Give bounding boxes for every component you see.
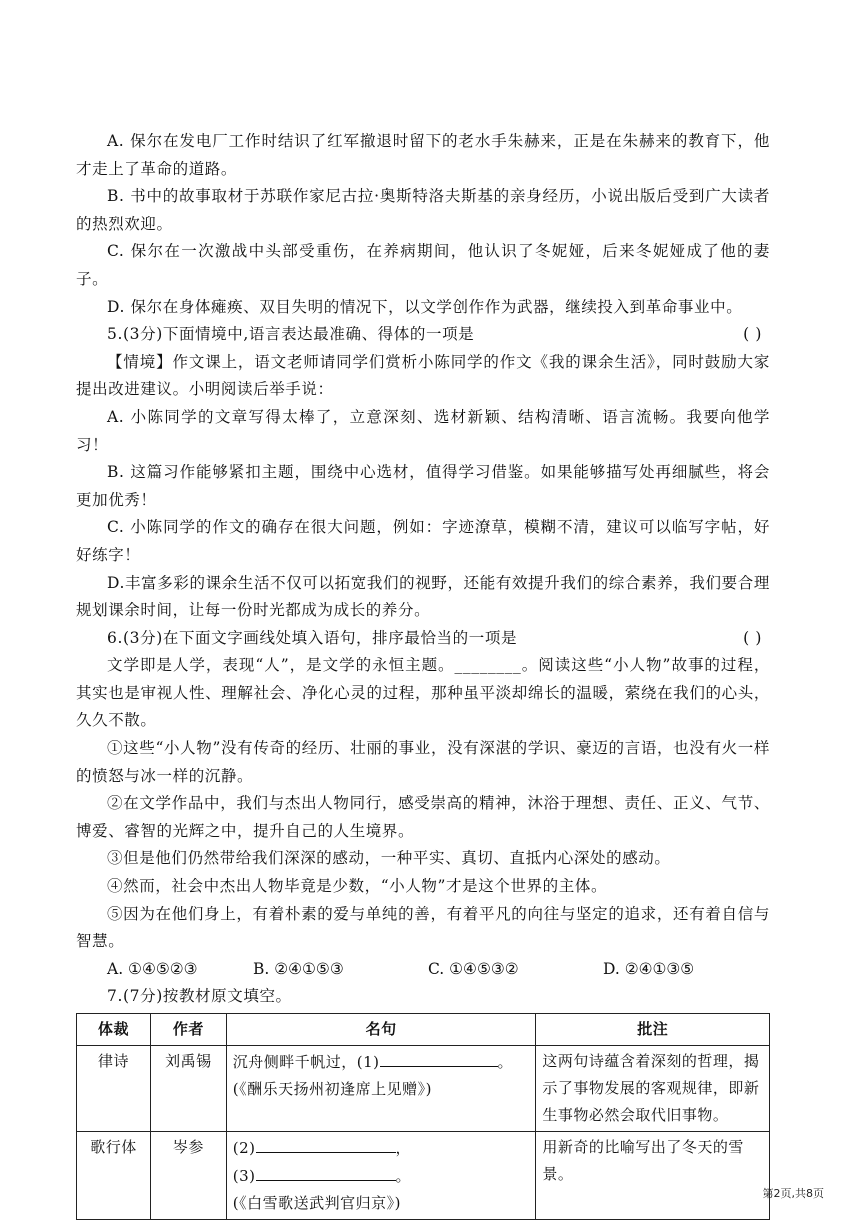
q6-options (76, 956, 770, 984)
q6-stem (76, 625, 770, 653)
q4-option-b: B. 书中的故事取材于苏联作家尼古拉·奥斯特洛夫斯基的亲身经历，小说出版后受到广大读者的热烈欢迎。 (76, 187, 770, 233)
q6-passage-before: 文学即是人学，表现“人”，是文学的永恒主题。 (107, 656, 455, 675)
q6-passage-blank: ________ (454, 656, 522, 675)
row2-genre: 歌行体 (77, 1132, 151, 1220)
table-header-row (77, 1014, 770, 1046)
q6-answer-paren: ( ) (743, 628, 762, 647)
q6-option-d: D. ②④①③⑤ (603, 959, 695, 978)
table-row (77, 1132, 770, 1220)
row2-line3-label: (3) (232, 1167, 256, 1185)
q5-situation: 【情境】作文课上，语文老师请同学们赏析小陈同学的作文《我的课余生活》，同时鼓励大家提出改进建议。小明阅读后举手说： (76, 352, 770, 399)
q6-sentence-1: ①这些“小人物”没有传奇的经历、壮丽的事业，没有深湛的学识、豪迈的言语，也没有火一样的愤怒与冰一样的沉静。 (76, 739, 770, 785)
q5-stem (76, 321, 770, 349)
row1-note: 这两句诗蕴含着深刻的哲理，揭示了事物发展的客观规律，即新生事物必然会取代旧事物。 (536, 1046, 770, 1132)
row1-quote (226, 1046, 536, 1132)
q6-sentence-3: ③但是他们仍然带给我们深深的感动，一种平实、真切、直抵内心深处的感动。 (107, 849, 671, 868)
q5-answer-paren: ( ) (743, 325, 762, 344)
q5-option-d: D.丰富多彩的课余生活不仅可以拓宽我们的视野，还能有效提升我们的综合素养，我们要合理规划课余时间，让每一份时光都成为成长的养分。 (76, 573, 770, 620)
q6-option-a: A. ①④⑤②③ (107, 959, 198, 978)
q4-option-c: C. 保尔在一次激战中头部受重伤，在养病期间，他认识了冬妮娅，后来冬妮娅成了他的妻子。 (76, 242, 770, 288)
q4-option-d: D. 保尔在身体瘫痪、双目失明的情况下，以文学创作作为武器，继续投入到革命事业中。 (107, 297, 743, 316)
row2-quote (226, 1132, 536, 1220)
q5-option-a: A. 小陈同学的文章写得太棒了，立意深刻、选材新颖、结构清晰、语言流畅。我要向他学习！ (76, 407, 770, 454)
row1-line1-text: 沉舟侧畔千帆过，(1) (232, 1053, 380, 1071)
row2-source: (《白雪歌送武判官归京》) (232, 1194, 401, 1212)
q6-passage-after: 。阅读这些“小人物”故事的过程，其实也是审视人性、理解社会、净化心灵的过程，那种虽平淡却绵长的温暖，萦绕在我们的心头，久久不散。 (76, 656, 770, 730)
q6-sentence-4: ④然而，社会中杰出人物毕竟是少数，“小人物”才是这个世界的主体。 (107, 877, 608, 896)
table-row (77, 1046, 770, 1132)
q6-passage (76, 652, 770, 735)
q5-stem-text: 5.(3分)下面情境中,语言表达最准确、得体的一项是 (107, 325, 475, 344)
q4-option-a: A. 保尔在发电厂工作时结识了红军撤退时留下的老水手朱赫来，正是在朱赫来的教育下，他才走上了革命的道路。 (76, 132, 770, 178)
q5-option-c: C. 小陈同学的作文的确存在很大问题，例如：字迹潦草，模糊不清，建议可以临写字帖，好好练字！ (76, 518, 770, 564)
header-author: 作者 (150, 1014, 226, 1046)
row2-line2-end: ， (395, 1139, 412, 1157)
header-quote: 名句 (226, 1014, 536, 1046)
row2-line2-label: (2) (232, 1139, 256, 1157)
header-note: 批注 (536, 1014, 770, 1046)
q6-option-b: B. ②④①⑤③ (253, 959, 344, 978)
blank-3-input[interactable] (256, 1162, 396, 1181)
header-genre: 体裁 (77, 1014, 151, 1046)
blank-2-input[interactable] (256, 1134, 396, 1153)
row1-source: (《酬乐天扬州初逢席上见赠》) (232, 1080, 432, 1098)
q6-sentence-5: ⑤因为在他们身上，有着朴素的爱与单纯的善，有着平凡的向往与坚定的追求，还有着自信与智慧。 (76, 904, 770, 951)
exam-page (76, 128, 770, 1220)
q6-option-c: C. ①④⑤③② (428, 959, 519, 978)
row1-author: 刘禹锡 (150, 1046, 226, 1132)
row1-genre: 律诗 (77, 1046, 151, 1132)
row2-author: 岑参 (150, 1132, 226, 1220)
q7-table (76, 1013, 770, 1220)
blank-1-input[interactable] (380, 1048, 498, 1067)
q6-sentence-2: ②在文学作品中，我们与杰出人物同行，感受崇高的精神，沐浴于理想、责任、正义、气节、博爱、睿智的光辉之中，提升自己的人生境界。 (76, 794, 770, 840)
row1-line1-end: 。 (497, 1053, 514, 1071)
page-number: 第2页,共8页 (762, 1187, 824, 1200)
row2-line3-end: 。 (395, 1167, 412, 1185)
q5-option-b: B. 这篇习作能够紧扣主题，围绕中心选材，值得学习借鉴。如果能够描写处再细腻些，将会更加优秀！ (76, 463, 770, 509)
row2-note: 用新奇的比喻写出了冬天的雪景。 (536, 1132, 770, 1220)
q7-stem: 7.(7分)按教材原文填空。 (107, 987, 292, 1006)
q6-stem-text: 6.(3分)在下面文字画线处填入语句，排序最恰当的一项是 (107, 628, 518, 647)
